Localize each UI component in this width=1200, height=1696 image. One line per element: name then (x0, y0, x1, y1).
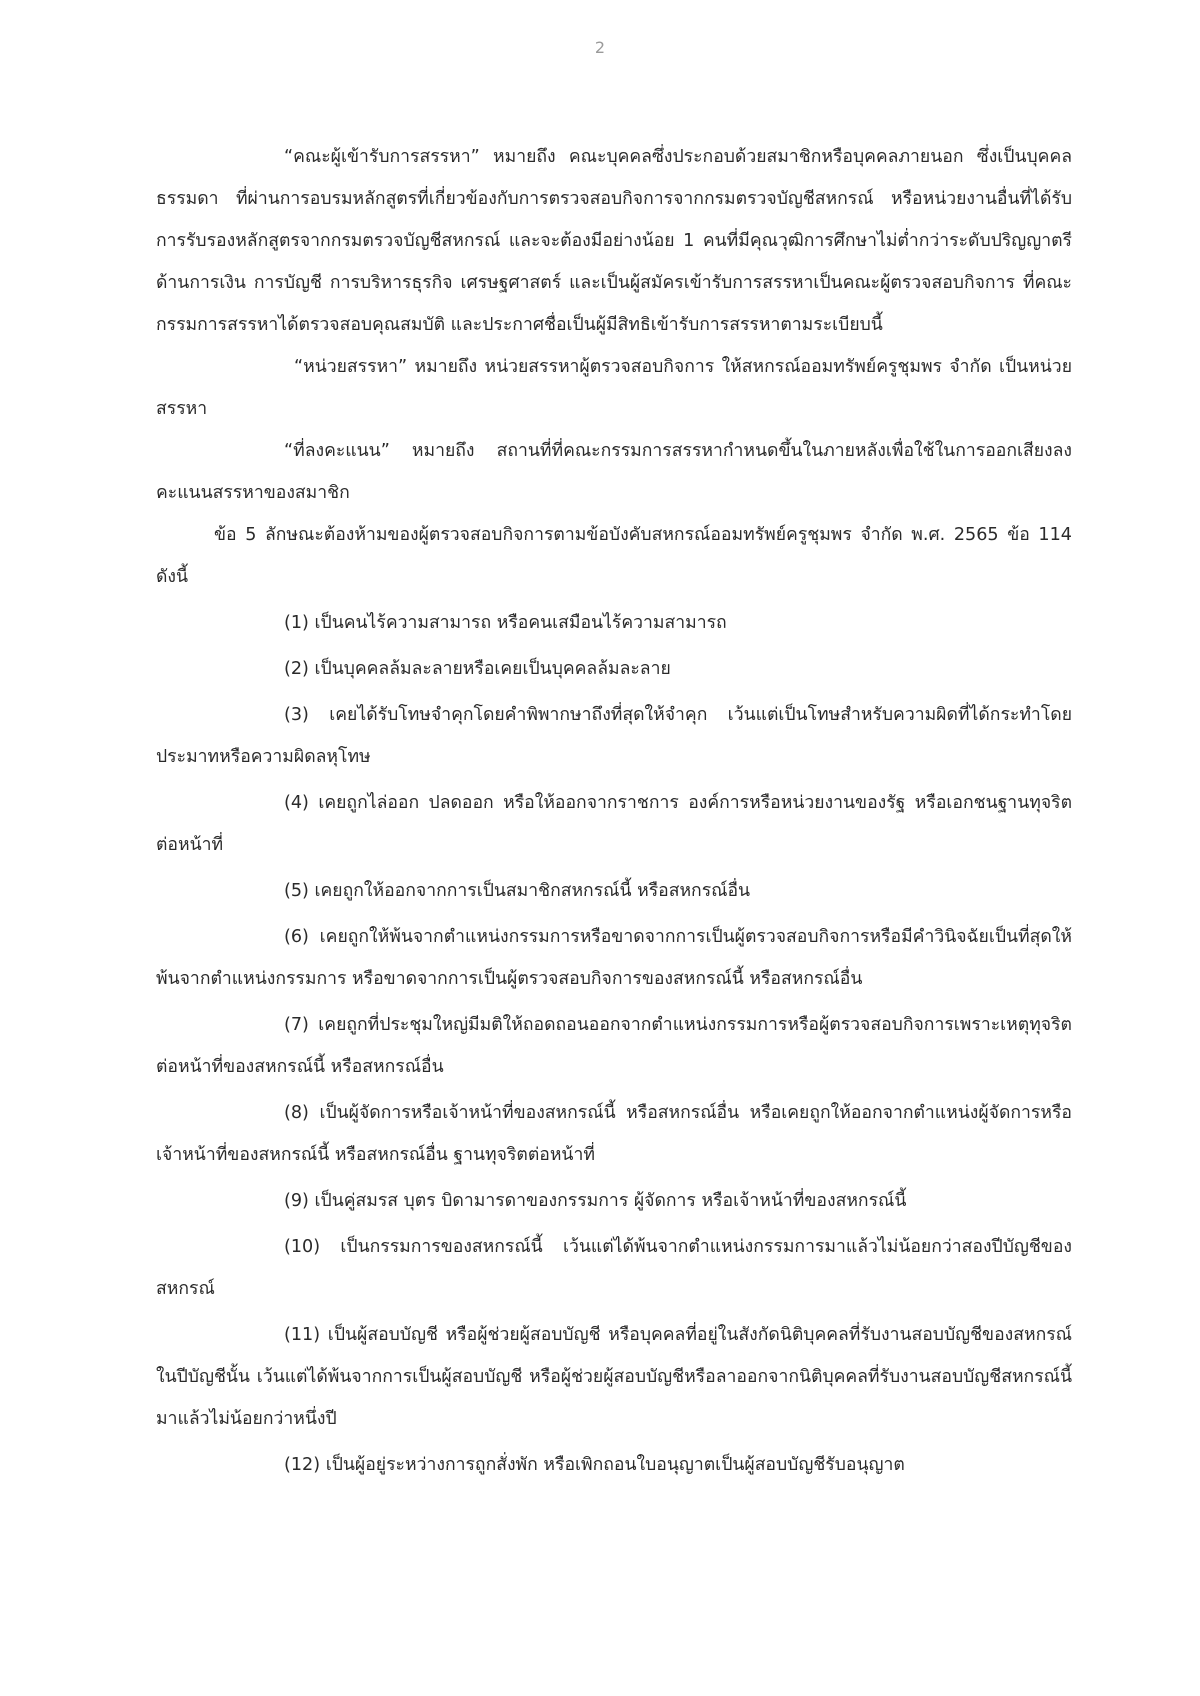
definition-paragraph: “คณะผู้เข้ารับการสรรหา” หมายถึง คณะบุคคลซึ่งประกอบด้วยสมาชิกหรือบุคคลภายนอก ซึ่งเป็นบุคคลธรรมดา ที่ผ่านการอบรมหลักสูตรที่เกี่ยวข้องกับการตรวจสอบกิจการจากกรมตรวจบัญชีสหกรณ์ หรือหน่วยงานอื่นที่ได้รับการรับรองหลักสูตรจากกรมตรวจบัญชีสหกรณ์ และจะต้องมีอย่างน้อย 1 คนที่มีคุณวุฒิการศึกษาไม่ต่ำกว่าระดับปริญญาตรีด้านการเงิน การบัญชี การบริหารธุรกิจ เศรษฐศาสตร์ และเป็นผู้สมัครเข้ารับการสรรหาเป็นคณะผู้ตรวจสอบกิจการ ที่คณะกรรมการสรรหาได้ตรวจสอบคุณสมบัติ และประกาศชื่อเป็นผู้มีสิทธิเข้ารับการสรรหาตามระเบียบนี้ (156, 147, 1072, 335)
list-item: (8) เป็นผู้จัดการหรือเจ้าหน้าที่ของสหกรณ์นี้ หรือสหกรณ์อื่น หรือเคยถูกให้ออกจากตำแหน่งผู้จัดการหรือเจ้าหน้าที่ของสหกรณ์นี้ หรือสหกรณ์อื่น ฐานทุจริตต่อหน้าที่ (156, 1103, 1072, 1165)
definition-paragraph: “หน่วยสรรหา” หมายถึง หน่วยสรรหาผู้ตรวจสอบกิจการ ให้สหกรณ์ออมทรัพย์ครูชุมพร จำกัด เป็นหน่วยสรรหา (156, 357, 1072, 419)
list-item: (10) เป็นกรรมการของสหกรณ์นี้ เว้นแต่ได้พ้นจากตำแหน่งกรรมการมาแล้วไม่น้อยกว่าสองปีบัญชีของสหกรณ์ (156, 1237, 1072, 1299)
list-item: (7) เคยถูกที่ประชุมใหญ่มีมติให้ถอดถอนออกจากตำแหน่งกรรมการหรือผู้ตรวจสอบกิจการเพราะเหตุทุจริตต่อหน้าที่ของสหกรณ์นี้ หรือสหกรณ์อื่น (156, 1015, 1072, 1077)
definition-paragraph: “ที่ลงคะแนน” หมายถึง สถานที่ที่คณะกรรมการสรรหากำหนดขึ้นในภายหลังเพื่อใช้ในการออกเสียงลงคะแนนสรรหาของสมาชิก (156, 441, 1072, 503)
list-item: (2) เป็นบุคคลล้มละลายหรือเคยเป็นบุคคลล้มละลาย (284, 659, 671, 679)
list-item: (6) เคยถูกให้พ้นจากตำแหน่งกรรมการหรือขาดจากการเป็นผู้ตรวจสอบกิจการหรือมีคำวินิจฉัยเป็นที่สุดให้พ้นจากตำแหน่งกรรมการ หรือขาดจากการเป็นผู้ตรวจสอบกิจการของสหกรณ์นี้ หรือสหกรณ์อื่น (156, 927, 1072, 989)
document-body (156, 136, 1072, 1486)
article-heading: ข้อ 5 ลักษณะต้องห้ามของผู้ตรวจสอบกิจการตามข้อบังคับสหกรณ์ออมทรัพย์ครูชุมพร จำกัด พ.ศ. 2565 ข้อ 114 ดังนี้ (156, 525, 1072, 587)
page-number: 2 (594, 38, 606, 57)
list-item: (11) เป็นผู้สอบบัญชี หรือผู้ช่วยผู้สอบบัญชี หรือบุคคลที่อยู่ในสังกัดนิติบุคคลที่รับงานสอบบัญชีของสหกรณ์ในปีบัญชีนั้น เว้นแต่ได้พ้นจากการเป็นผู้สอบบัญชี หรือผู้ช่วยผู้สอบบัญชีหรือลาออกจากนิติบุคคลที่รับงานสอบบัญชีสหกรณ์นี้มาแล้วไม่น้อยกว่าหนึ่งปี (156, 1325, 1072, 1429)
list-item: (3) เคยได้รับโทษจำคุกโดยคำพิพากษาถึงที่สุดให้จำคุก เว้นแต่เป็นโทษสำหรับความผิดที่ได้กระทำโดยประมาทหรือความผิดลหุโทษ (156, 705, 1072, 767)
list-item: (9) เป็นคู่สมรส บุตร บิดามารดาของกรรมการ ผู้จัดการ หรือเจ้าหน้าที่ของสหกรณ์นี้ (284, 1191, 907, 1211)
list-item: (4) เคยถูกไล่ออก ปลดออก หรือให้ออกจากราชการ องค์การหรือหน่วยงานของรัฐ หรือเอกชนฐานทุจริตต่อหน้าที่ (156, 793, 1072, 855)
list-item: (12) เป็นผู้อยู่ระหว่างการถูกสั่งพัก หรือเพิกถอนใบอนุญาตเป็นผู้สอบบัญชีรับอนุญาต (284, 1455, 905, 1475)
list-item: (1) เป็นคนไร้ความสามารถ หรือคนเสมือนไร้ความสามารถ (284, 613, 727, 633)
list-item: (5) เคยถูกให้ออกจากการเป็นสมาชิกสหกรณ์นี้ หรือสหกรณ์อื่น (284, 881, 751, 901)
